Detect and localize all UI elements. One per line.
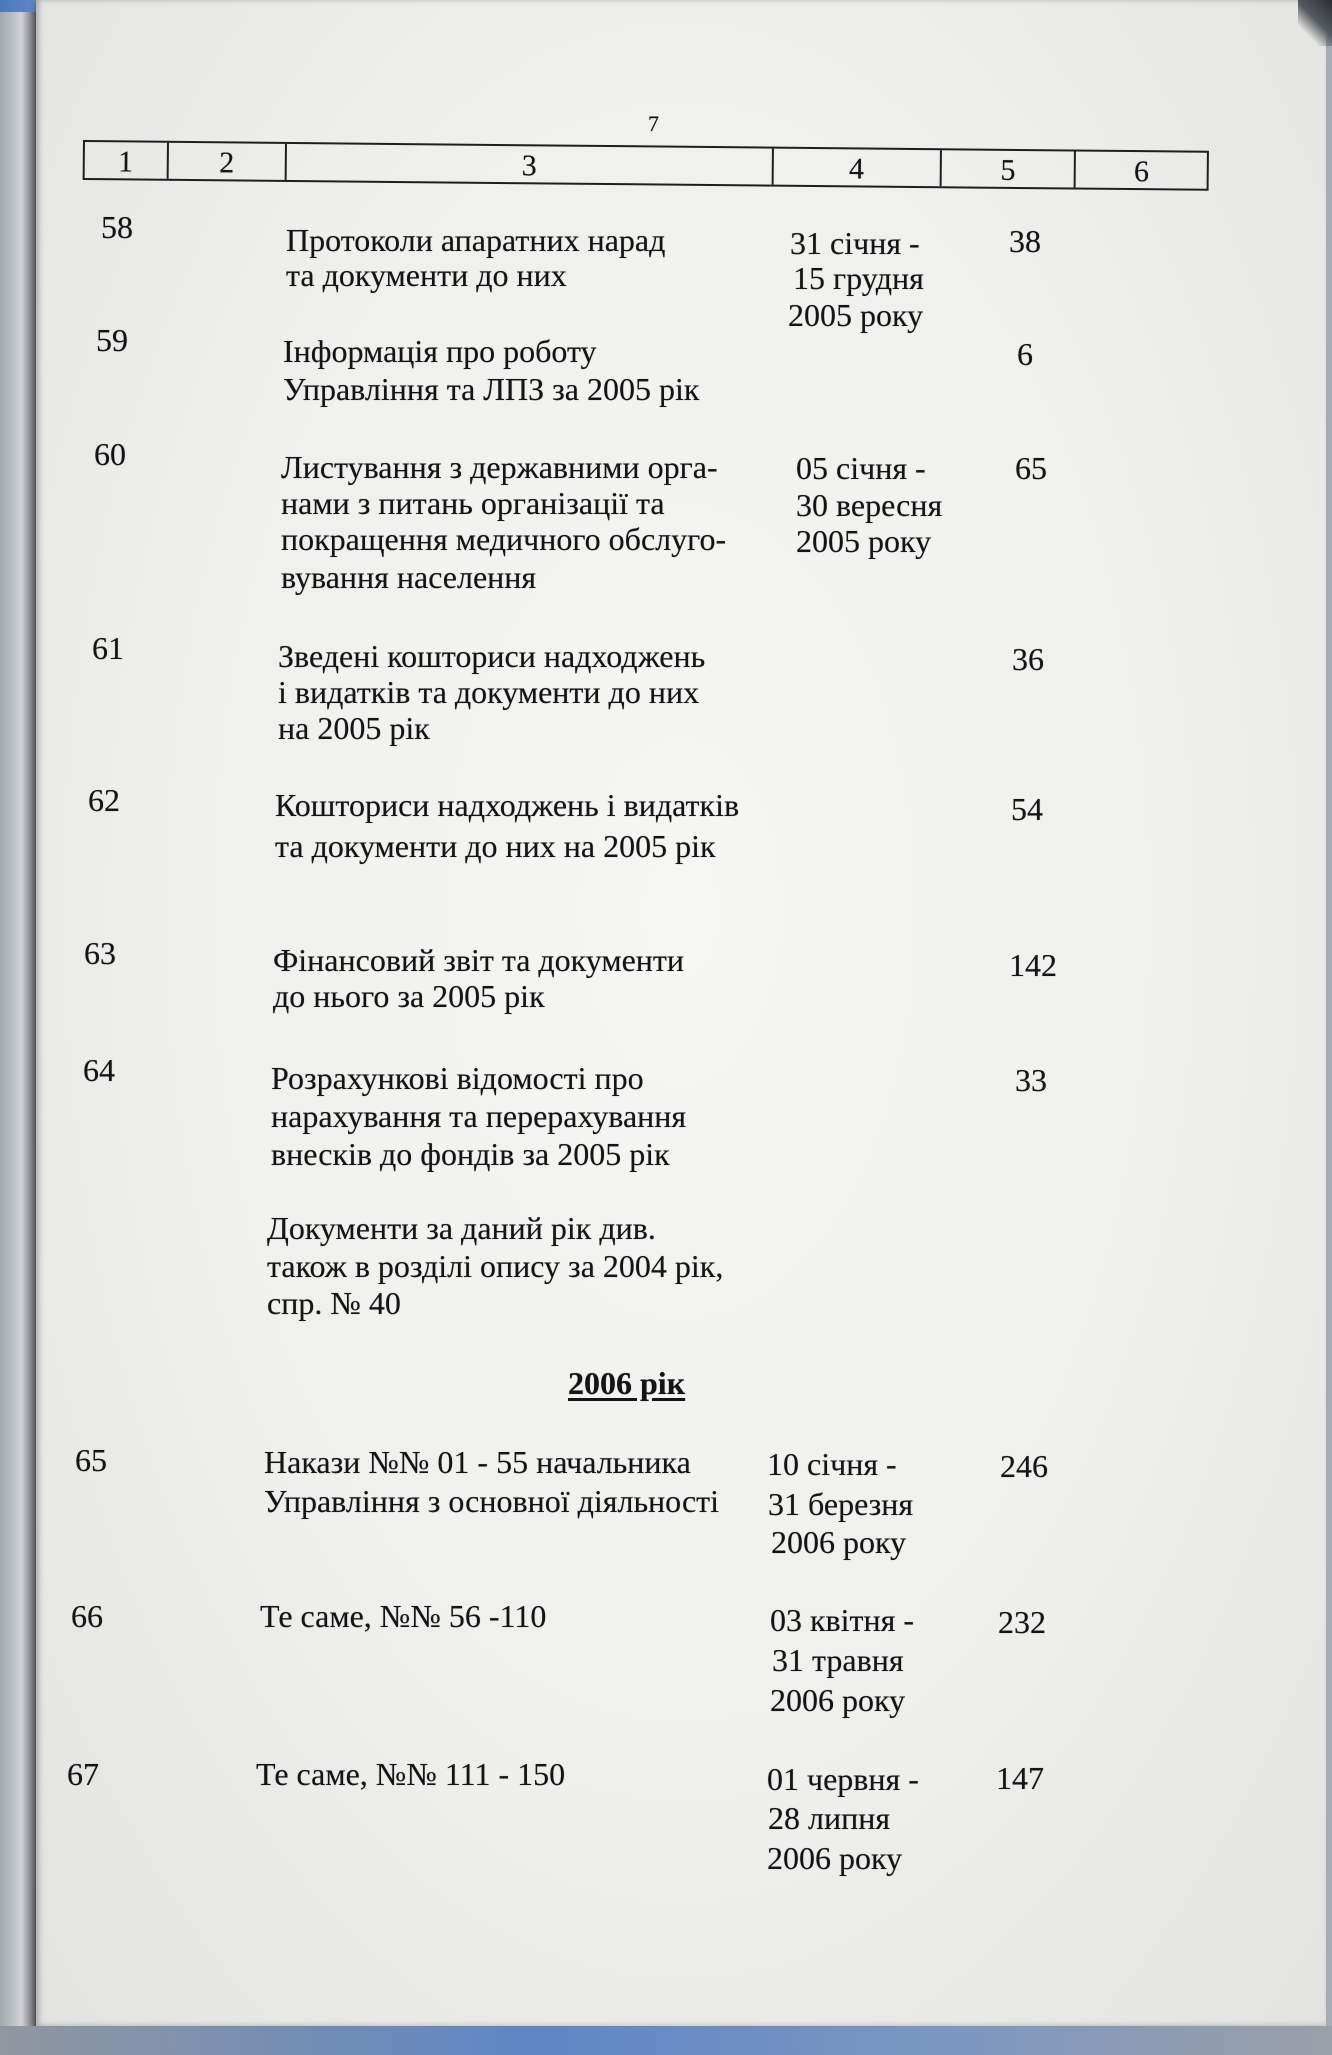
entry-dates-line: 2006 року [770,1682,906,1718]
header-col-6: 6 [1133,155,1150,189]
entry-sheet-count: 6 [1017,336,1033,372]
bottom-cover-edge [0,2026,1332,2055]
entry-dates-line: 2006 року [767,1840,903,1876]
entry-title-line: Управління та ЛПЗ за 2005 рік [283,371,700,407]
entry-title-line: нами з питань організації та [281,485,665,521]
entry-sheet-count: 36 [1012,641,1044,677]
entry-title-line: Те саме, №№ 111 - 150 [256,1756,566,1792]
entry-title-line: до нього за 2005 рік [273,978,545,1014]
entry-sheet-count: 147 [996,1760,1044,1796]
entry-title-line: Зведені кошториси надходжень [278,638,706,674]
entry-title-line: нарахування та перерахування [271,1098,687,1134]
entry-number: 60 [94,436,126,472]
header-col-3: 3 [287,144,774,185]
entry-title-line: Кошториси надходжень і видатків [275,787,740,823]
book-binding-edge [0,0,36,2055]
entry-title-line: Управління з основної діяльності [264,1483,720,1519]
header-col-4: 4 [773,149,942,187]
entry-title-line: Листування з державними орга- [281,449,718,485]
note-line: Документи за даний рік див. [267,1210,656,1246]
entry-sheet-count: 232 [998,1604,1046,1640]
entry-title-line: вування населення [281,559,537,595]
entry-dates-line: 31 травня [772,1642,904,1678]
entry-title-line: покращення медичного обслуго- [281,521,727,557]
entry-title-line: Інформація про роботу [283,333,597,369]
entry-sheet-count: 38 [1009,223,1041,259]
entry-number: 66 [71,1598,103,1634]
entry-dates-line: 2005 року [788,297,924,333]
corner-shadow [1298,0,1332,46]
entry-number: 59 [96,322,128,358]
entry-sheet-count: 33 [1015,1062,1047,1098]
entry-sheet-count: 246 [1000,1448,1048,1484]
entry-number: 61 [92,630,124,666]
entry-sheet-count: 142 [1009,947,1057,983]
entry-number: 64 [83,1052,115,1088]
entry-title-line: і видатків та документи до них [278,674,700,710]
header-col-1: 1 [85,142,169,179]
entry-dates-line: 31 січня - [790,225,920,261]
entry-title-line: внесків до фондів за 2005 рік [271,1136,670,1172]
header-col-5: 5 [942,150,1077,187]
entry-number: 62 [88,782,120,818]
paper-sheet [36,0,1326,2026]
entry-number: 65 [75,1442,107,1478]
entry-dates-line: 2005 року [796,523,932,559]
entry-title-line: Накази №№ 01 - 55 начальника [264,1444,691,1480]
entry-title-line: та документи до них на 2005 рік [275,828,716,864]
entry-title-line: та документи до них [286,257,567,293]
note-line: також в розділі опису за 2004 рік, [267,1248,724,1284]
entry-dates-line: 30 вересня [796,487,943,523]
entry-title-line: Протоколи апаратних нарад [286,222,666,258]
paper-right-edge [1326,0,1332,2055]
note-line: спр. № 40 [267,1285,401,1321]
entry-dates-line: 05 січня - [796,450,926,486]
page-number: 7 [648,111,659,136]
entry-number: 67 [67,1756,99,1792]
entry-sheet-count: 65 [1015,450,1047,486]
entry-sheet-count: 54 [1011,791,1043,827]
entry-dates-line: 03 квітня - [770,1602,915,1638]
entry-title-line: на 2005 рік [278,710,430,746]
entry-number: 63 [84,935,116,971]
entry-dates-line: 2006 року [771,1524,907,1560]
entry-title-line: Фінансовий звіт та документи [273,942,685,978]
entry-dates-line: 15 грудня [793,260,924,296]
entry-number: 58 [101,209,133,245]
entry-dates-line: 01 червня - [767,1761,919,1797]
entry-dates-line: 10 січня - [767,1446,897,1482]
entry-title-line: Те саме, №№ 56 -110 [260,1598,547,1634]
section-heading-year: 2006 рік [568,1365,686,1401]
entry-title-line: Розрахункові відомості про [271,1060,644,1096]
entry-dates-line: 28 липня [768,1800,891,1836]
entry-dates-line: 31 березня [768,1486,914,1522]
header-col-2: 2 [168,143,287,180]
